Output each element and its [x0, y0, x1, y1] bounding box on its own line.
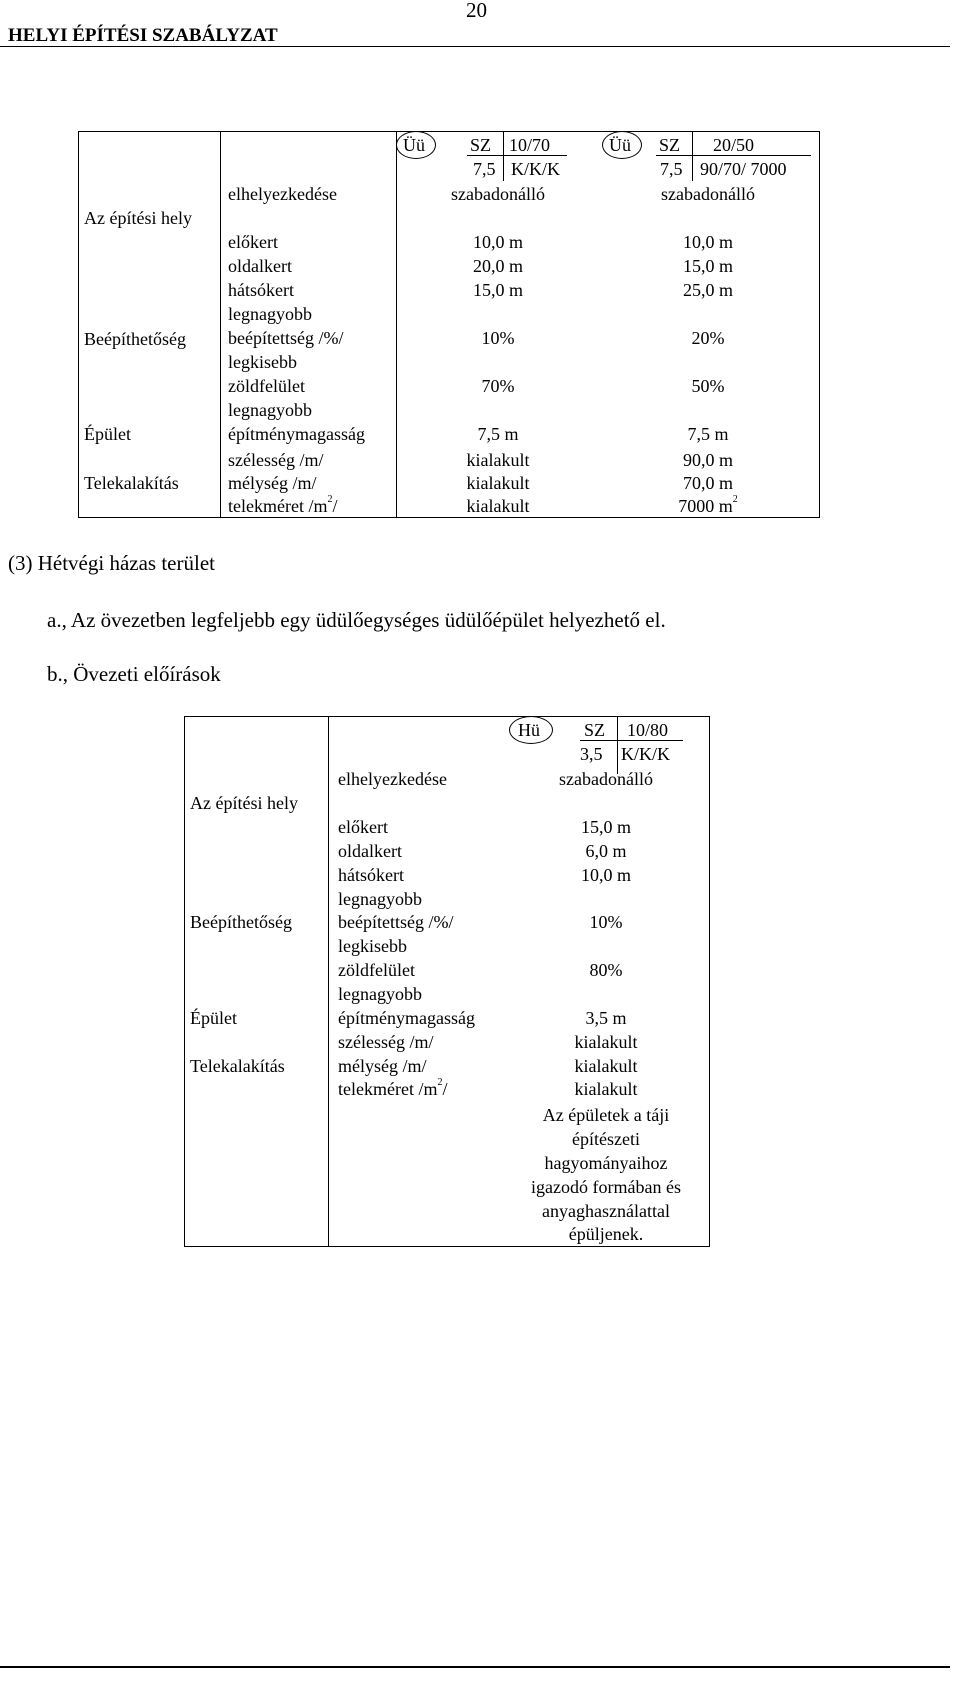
value-cell: 10,0 m	[472, 232, 523, 252]
sz-value: 10/70	[509, 135, 551, 155]
value-cell: 7,5 m	[687, 424, 729, 444]
max-height: 7,5	[473, 159, 496, 179]
value-cell: 70,0 m	[682, 473, 733, 493]
value-cell: 70%	[481, 376, 515, 396]
row-label: építménymagasság	[338, 1008, 475, 1028]
row-label: elhelyezkedése	[338, 769, 447, 789]
value-cell: 25,0 m	[682, 280, 733, 300]
value-cell: 7,5 m	[477, 424, 519, 444]
row-label: oldalkert	[228, 256, 292, 276]
group-label: Telekalakítás	[84, 473, 179, 493]
row-label: legkisebb	[228, 352, 297, 372]
zone-code: Üü	[609, 135, 631, 155]
row-label: hátsókert	[228, 280, 294, 300]
note-line: igazodó formában és	[531, 1177, 681, 1197]
row-label: legnagyobb	[228, 304, 312, 324]
value-cell: 7000 $m^2$	[678, 494, 738, 516]
row-label: elhelyezkedése	[228, 184, 337, 204]
group-label: Beépíthetőség	[84, 329, 186, 349]
note-line: Az épületek a táji	[542, 1105, 670, 1125]
value-cell: 20,0 m	[472, 256, 523, 276]
value-cell: szabadonálló	[559, 769, 653, 789]
row-label: mélység /m/	[338, 1056, 427, 1076]
row-label: hátsókert	[338, 865, 404, 885]
note-line: építészeti	[572, 1129, 640, 1149]
value-cell: kialakult	[466, 496, 530, 516]
note-line: hagyományaihoz	[544, 1153, 668, 1173]
max-height: 7,5	[660, 159, 683, 179]
sz-value: 10/80	[627, 720, 669, 740]
note-line: anyaghasználattal	[542, 1201, 670, 1221]
sz-value: 20/50	[713, 135, 755, 155]
value-cell: kialakult	[466, 450, 530, 470]
value-cell: kialakult	[574, 1032, 638, 1052]
value-cell: 3,5 m	[585, 1008, 627, 1028]
zone-code: Üü	[403, 135, 425, 155]
group-label: Az építési hely	[84, 208, 192, 228]
kkk-value: 90/70/ 7000	[700, 159, 787, 179]
row-label: legnagyobb	[338, 889, 422, 909]
row-label: mélység /m/	[228, 473, 317, 493]
group-label: Épület	[84, 424, 131, 444]
row-label: zöldfelület	[338, 960, 415, 980]
row-label: legnagyobb	[338, 984, 422, 1004]
value-cell: 80%	[589, 960, 623, 980]
row-label: előkert	[338, 817, 388, 837]
row-label: előkert	[228, 232, 278, 252]
paragraph-a: a., Az övezetben legfeljebb egy üdülőegységes üdülőépület helyezhető el.	[47, 608, 666, 632]
value-cell: kialakult	[466, 473, 530, 493]
sz-label: SZ	[584, 720, 606, 740]
value-cell: 15,0 m	[682, 256, 733, 276]
kkk-value: K/K/K	[511, 159, 560, 179]
value-cell: kialakult	[574, 1056, 638, 1076]
value-cell: szabadonálló	[661, 184, 755, 204]
header-rule	[0, 46, 950, 47]
value-cell: 50%	[691, 376, 725, 396]
footer-rule	[0, 1666, 950, 1668]
row-label: szélesség /m/	[338, 1032, 434, 1052]
group-label: Telekalakítás	[190, 1056, 285, 1076]
value-cell: 90,0 m	[682, 450, 733, 470]
value-cell: 10%	[589, 912, 623, 932]
row-label: beépítettség /%/	[228, 328, 344, 348]
value-cell: 6,0 m	[585, 841, 627, 861]
kkk-value: K/K/K	[621, 744, 670, 764]
group-label: Az építési hely	[190, 793, 298, 813]
note-line: épüljenek.	[568, 1224, 644, 1244]
value-cell: kialakult	[574, 1079, 638, 1099]
row-label: beépítettség /%/	[338, 912, 454, 932]
section-heading: (3) Hétvégi házas terület	[8, 551, 215, 575]
value-cell: 20%	[691, 328, 725, 348]
page-number: 20	[466, 0, 487, 22]
row-label: legkisebb	[338, 936, 407, 956]
row-label: telekméret $/m^2/$	[338, 1077, 448, 1099]
value-cell: 10,0 m	[580, 865, 631, 885]
value-cell: szabadonálló	[451, 184, 545, 204]
row-label: oldalkert	[338, 841, 402, 861]
max-height: 3,5	[580, 744, 603, 764]
group-label: Beépíthetőség	[190, 912, 292, 932]
row-label: telekméret $/m^2/$	[228, 494, 338, 516]
value-cell: 15,0 m	[580, 817, 631, 837]
row-label: legnagyobb	[228, 400, 312, 420]
sz-label: SZ	[470, 135, 492, 155]
group-label: Épület	[190, 1008, 237, 1028]
sz-label: SZ	[659, 135, 681, 155]
row-label: szélesség /m/	[228, 450, 324, 470]
row-label: zöldfelület	[228, 376, 305, 396]
paragraph-b: b., Övezeti előírások	[47, 662, 221, 686]
value-cell: 10%	[481, 328, 515, 348]
document-title: HELYI ÉPÍTÉSI SZABÁLYZAT	[8, 25, 278, 46]
value-cell: 10,0 m	[682, 232, 733, 252]
value-cell: 15,0 m	[472, 280, 523, 300]
zone-code: Hü	[518, 720, 540, 740]
row-label: építménymagasság	[228, 424, 365, 444]
